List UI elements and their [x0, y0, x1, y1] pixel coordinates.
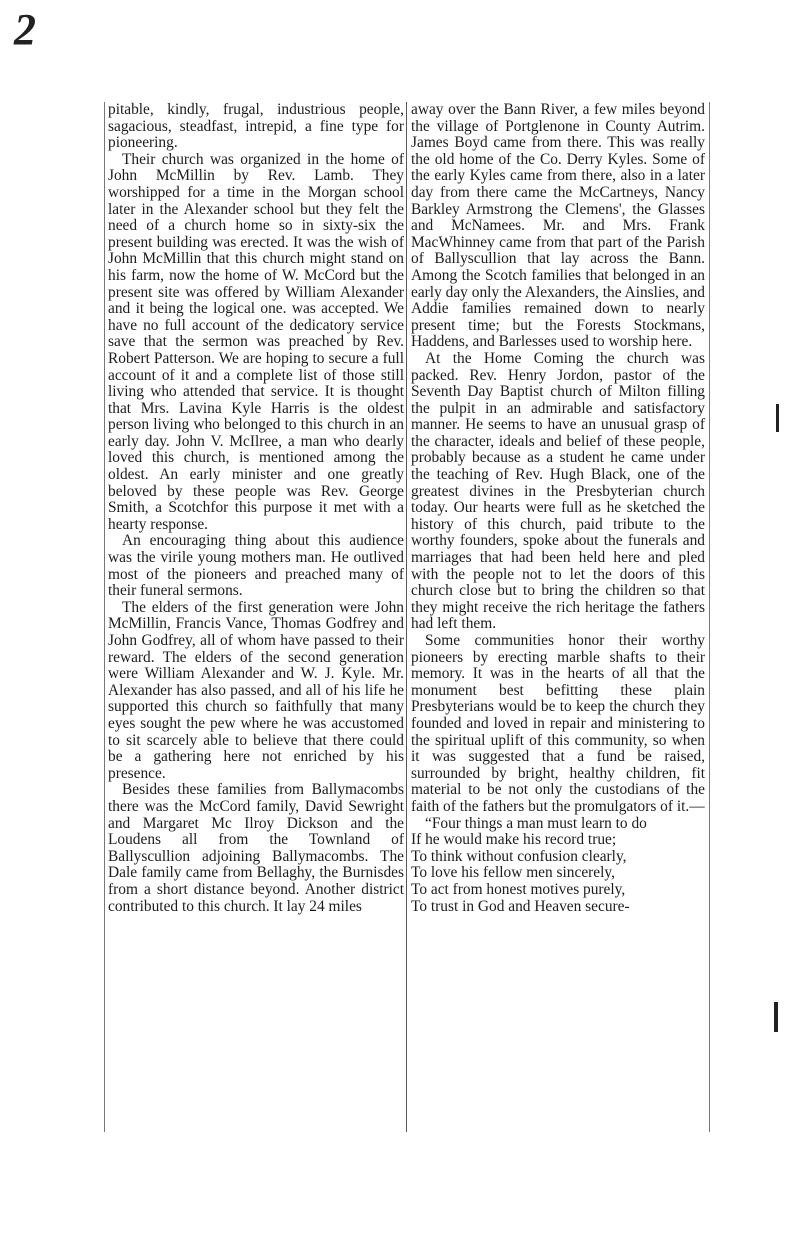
poem-line-3: To think without confusion clearly, [411, 847, 627, 865]
poem-line-1: “Four things a man must learn to do [425, 814, 647, 832]
margin-mark-right-top [776, 404, 779, 432]
margin-mark-right-bottom [774, 1002, 778, 1032]
poem-line-6: To trust in God and Heaven secure- [411, 897, 630, 915]
column-divider [406, 102, 407, 1132]
left-paragraph-5: Besides these families from Ballymacombs there was the McCord family, David Sewright and Margaret Mc Ilroy Dickson and the Loudens all from the Townland of Ballyscullion adjoining Ballymacombs. The Dale family came from Bellaghy, the Burnisdes from a short distance beyond. Another district contributed to this church. It lay 24 miles [108, 781, 404, 915]
poem-line-5: To act from honest motives purely, [411, 880, 626, 898]
left-column-rule [104, 102, 105, 1132]
right-paragraph-3: Some communities honor their worthy pioneers by erecting marble shafts to their memory. It was in the hearts of all that the monument best befitting these plain Presbyterians would be to keep the church they founded and loved in repair and ministering to the spiritual uplift of this community, so when it was suggested that a fund be raised, surrounded by bright, healthy children, fit material to be not only the custodians of the faith of the fathers but the promulgators of it.— [411, 632, 705, 815]
left-paragraph-3: An encouraging thing about this audience was the virile young mothers man. He outlived most of the pioneers and preached many of their funeral sermons. [108, 532, 404, 600]
page-number: 2 [14, 5, 36, 54]
left-column [108, 102, 404, 915]
left-paragraph-4: The elders of the first generation were John McMillin, Francis Vance, Thomas Godfrey and John Godfrey, all of whom have passed to their reward. The elders of the second generation were William Alexander and W. J. Kyle. Mr. Alexander has also passed, and all of his life he supported this church so faithfully that many eyes sought the pew where he was accustomed to sit scarcely able to believe that there could be a gathering here not enriched by his presence. [108, 598, 404, 782]
left-paragraph-2: Their church was organized in the home of John McMillin by Rev. Lamb. They worshipped for a time in the Morgan school later in the Alexander school but they felt the need of a church home so in sixty-six the present building was erected. It was the wish of John McMillin that this church might stand on his farm, now the home of W. McCord but the present site was offered by William Alexander and it being the logical one. was accepted. We have no full account of the dedicatory service save that the sermon was preached by Rev. Robert Patterson. We are hoping to secure a full account of it and a complete list of those still living who attended that service. It is thought that Mrs. Lavina Kyle Harris is the oldest person living who belonged to this church in an early day. John V. McIlree, a man who dearly loved this church, is mentioned among the oldest. An early minister and one greatly beloved by these people was Rev. George Smith, a Scotchfor this purpose it met with a hearty response. [108, 150, 404, 533]
poem [411, 816, 705, 916]
right-paragraph-2: At the Home Coming the church was packed. Rev. Henry Jordon, pastor of the Seventh Day Baptist church of Milton filling the pulpit in an admirable and satisfactory manner. He seems to have an unusual grasp of the character, ideals and belief of these people, probably because as a student he came under the teaching of Rev. Hugh Black, one of the greatest divines in the Presbyterian church today. Our hearts were full as he sketched the history of this church, paid tribute to the worthy founders, spoke about the funerals and marriages that had been held here and pled with the people not to let the doors of this church close but to bring the children so that they might receive the rich heritage the fathers had left them. [411, 349, 705, 633]
poem-line-2: If he would make his record true; [411, 831, 617, 849]
right-column-rule [709, 102, 710, 1132]
poem-line-4: To love his fellow men sincerely, [411, 864, 615, 882]
right-paragraph-1: away over the Bann River, a few miles beyond the village of Portglenone in County Autrim. James Boyd came from there. This was really the old home of the Co. Derry Kyles. Some of the early Kyles came from there, also in a later day from there came the McCartneys, Nancy Barkley Armstrong the Clemens', the Glasses and McNamees. Mr. and Mrs. Frank MacWhinney came from that part of the Parish of Ballyscullion that lay across the Bann. Among the Scotch families that belonged in an early day only the Alexanders, the Ainslies, and Addie families remained down to nearly present time; but the Forests Stockmans, Haddens, and Barlesses used to worship here. [411, 101, 705, 351]
right-column [411, 102, 705, 915]
left-paragraph-1: pitable, kindly, frugal, industrious people, sagacious, steadfast, intrepid, a fine type for pioneering. [108, 101, 404, 152]
